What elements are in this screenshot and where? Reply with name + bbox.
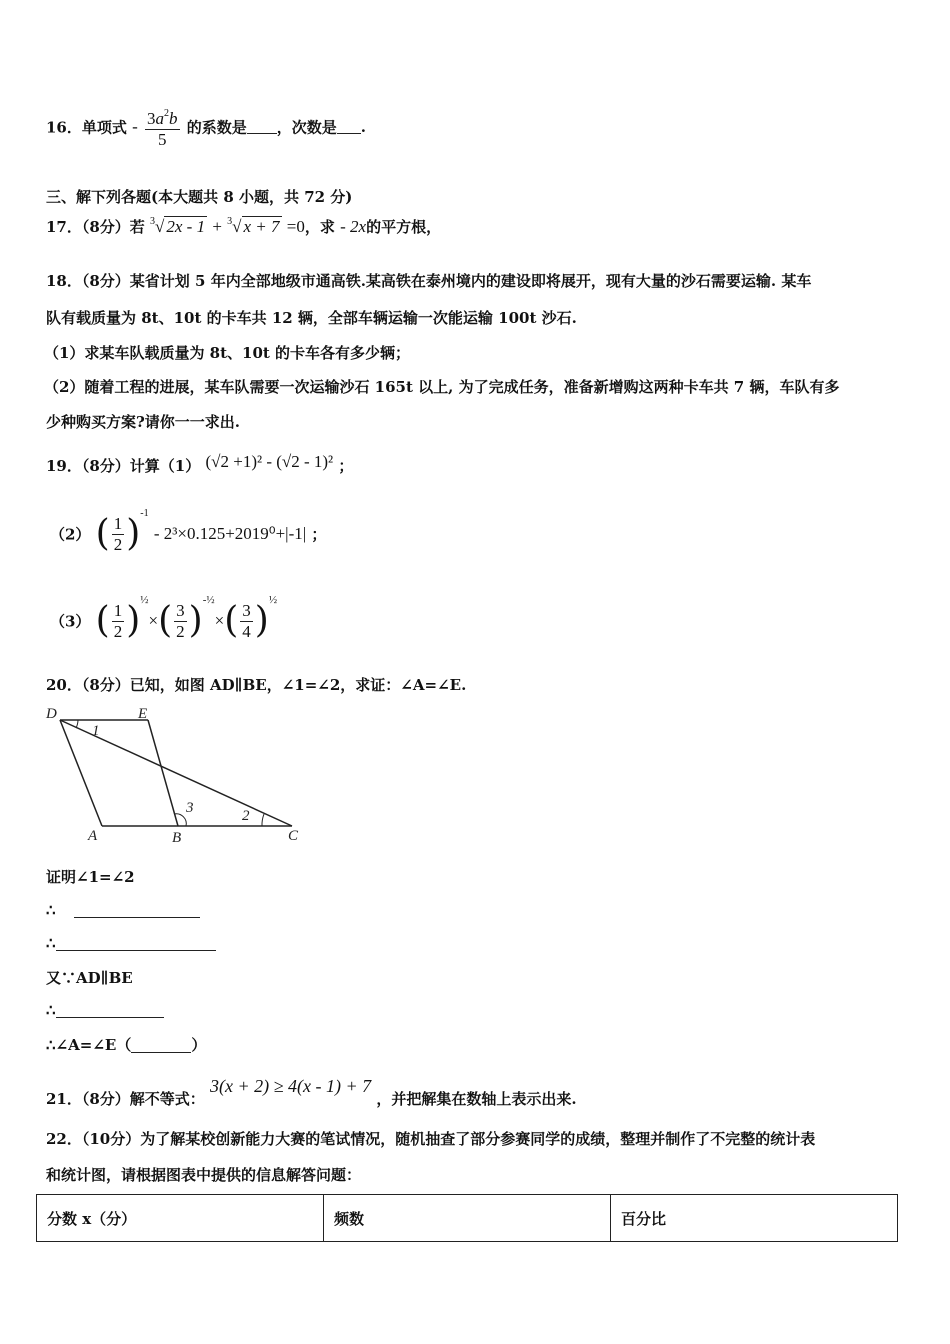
q18-sub-2-line-1: （2）随着工程的进展，某车队需要一次运输沙石 165t 以上, 为了完成任务，准备新增购这两种卡车共 7 辆，车队有多 — [44, 378, 840, 396]
proof-step-2: ∴ — [46, 934, 216, 952]
q19-expr-1: (√2 +1)² - (√2 - 1)² — [205, 452, 334, 471]
q20-geometry-figure — [40, 702, 310, 847]
section-3-heading: 三、解下列各题(本大题共 8 小题，共 72 分) — [46, 188, 353, 206]
q18-line-2: 队有载质量为 8t、10t 的卡车共 12 辆，全部车辆运输一次能运输 100t 沙石. — [46, 309, 577, 327]
proof-step-3: 又∵AD∥BE — [46, 969, 133, 987]
angle-2-label: 2 — [242, 808, 250, 824]
q16-neg-sign: - — [132, 117, 138, 136]
question-19: 19．（8分）计算（1） (√2 +1)² - (√2 - 1)² ； — [46, 452, 354, 475]
q19-label: 19．（8分）计算（1） — [46, 457, 201, 475]
point-c-label: C — [288, 828, 299, 844]
q18-sub-1: （1）求某车队载质量为 8t、10t 的卡车各有多少辆； — [44, 344, 411, 362]
proof-blank-reason[interactable] — [131, 1036, 191, 1053]
q17-equals-zero: =0 — [286, 217, 305, 236]
proof-start: 证明∠1=∠2 — [46, 868, 135, 886]
q18-line-1: 18．（8分）某省计划 5 年内全部地级市通高铁.某高铁在泰州境内的建设即将展开，现有大量的沙石需要运输. 某车 — [46, 272, 812, 290]
q19-expr-2: - 2³×0.125+2019⁰+|-1| — [153, 524, 307, 543]
question-21: 21．（8分）解不等式： 3(x + 2) ≥ 4(x - 1) + 7 ，并把解集在数轴上表示出来. — [46, 1076, 577, 1108]
q19-part-3: （3） ( $\frac{1}{2}$ )$^{\frac{1}{2}}$×( $\frac{3}{2}$ )$^{-\frac{1}{2}}$×( $\frac{3}{4}$ )$^{\frac{1}{2}}$ — [50, 594, 278, 641]
angle-3-label: 3 — [186, 800, 194, 816]
table-header-percent: 百分比 — [611, 1195, 898, 1242]
q16-blank-1[interactable] — [247, 117, 277, 134]
proof-step-1: ∴ — [46, 901, 200, 919]
q16-text-degree: ，次数是 — [276, 118, 337, 137]
q22-line-1: 22．（10分）为了解某校创新能力大赛的笔试情况，随机抽查了部分参赛同学的成绩，整理并制作了不完整的统计表 — [46, 1130, 816, 1148]
q16-fraction: $\frac{3a^2b}{5}$ — [145, 104, 180, 150]
question-16 — [46, 104, 366, 150]
q16-end: . — [360, 118, 367, 136]
table-header-frequency: 频数 — [324, 1195, 611, 1242]
proof-final: ∴∠A=∠E（ ） — [46, 1036, 207, 1054]
question-17: 17．（8分）若 $^3$√ 2x - 1 + $^3$√ x + 7 =0，求 - 2x的平方根， — [46, 216, 442, 236]
q19-part-2: （2） ( $\frac{1}{2}$ )$^{-1}$ - 2³×0.125+2019⁰+|-1| ； — [50, 508, 327, 554]
point-e-label: E — [138, 706, 148, 722]
point-a-label: A — [88, 828, 98, 844]
q21-inequality: 3(x + 2) ≥ 4(x - 1) + 7 — [210, 1076, 372, 1096]
q18-sub-2-line-2: 少种购买方案?请你一一求出. — [46, 413, 241, 431]
q17-expr: - 2x — [340, 217, 367, 236]
point-d-label: D — [46, 706, 57, 722]
q22-line-2: 和统计图，请根据图表中提供的信息解答问题： — [46, 1166, 362, 1184]
point-b-label: B — [172, 830, 182, 846]
proof-blank-3[interactable] — [56, 1001, 164, 1018]
proof-blank-1[interactable] — [74, 901, 200, 918]
q17-label: 17．（8分）若 — [46, 218, 145, 236]
table-header-score: 分数 x（分） — [37, 1195, 324, 1242]
proof-step-4: ∴ — [46, 1001, 164, 1019]
table-header-row — [37, 1195, 898, 1242]
q16-label: 16．单项式 — [46, 118, 127, 137]
q21-label: 21．（8分）解不等式： — [46, 1090, 205, 1108]
angle-1-label: 1 — [92, 723, 100, 739]
q16-blank-2[interactable] — [337, 117, 361, 134]
q17-root-1: $^3$√ 2x - 1 — [150, 216, 206, 236]
q16-text-coefficient: 的系数是 — [186, 118, 247, 137]
proof-blank-2[interactable] — [56, 934, 216, 951]
q17-root-2: $^3$√ x + 7 — [227, 216, 280, 236]
score-table — [36, 1194, 898, 1242]
question-20: 20．（8分）已知，如图 AD∥BE，∠1=∠2，求证：∠A=∠E. — [46, 676, 467, 694]
